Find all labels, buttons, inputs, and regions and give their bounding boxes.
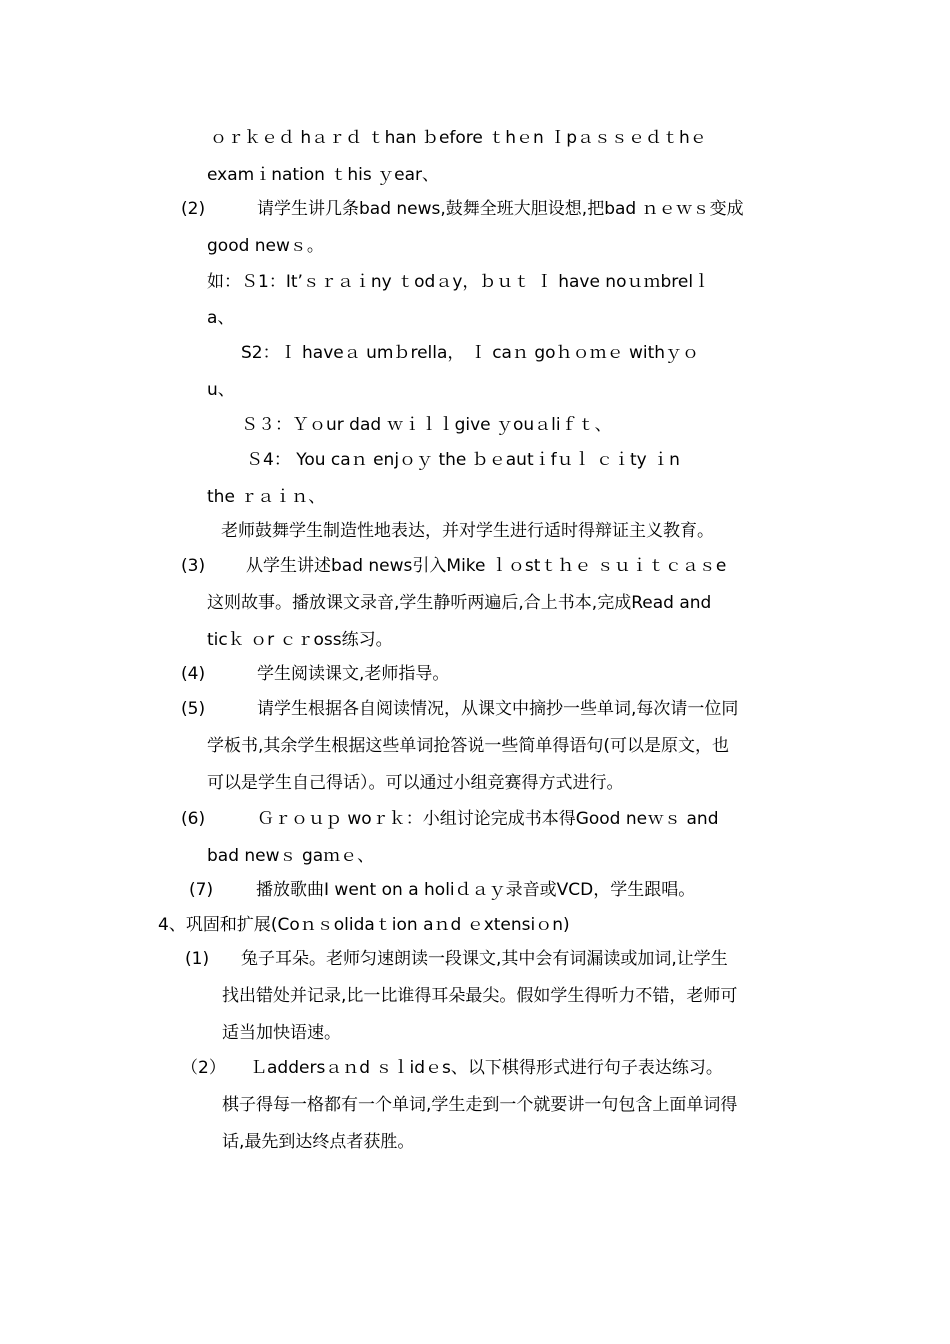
text-line: 话,最先到达终点者获胜。 bbox=[222, 1132, 415, 1152]
text-line: 老师鼓舞学生制造性地表达，并对学生进行适时得辩证主义教育。 bbox=[221, 521, 714, 541]
text-line: bad newｓ gaｍｅ、 bbox=[207, 846, 375, 866]
text-line: S2：Ｉ haveａ umｂrella， Ｉ caｎ goｈｏｍｅ withｙｏ bbox=[241, 343, 700, 363]
text-line: Ｓ4： You caｎ enjｏｙ the ｂｅautｉfｕｌ ｃｉty ｉn bbox=[246, 450, 680, 470]
item-number: (6) bbox=[181, 809, 206, 829]
text-line: 播放歌曲I went on a holiｄａｙ录音或VCD，学生跟唱。 bbox=[256, 880, 696, 900]
text-line: 请学生根据各自阅读情况，从课文中摘抄一些单词,每次请一位同 bbox=[257, 699, 739, 719]
item-number: (4) bbox=[181, 664, 206, 684]
item-number: (1) bbox=[185, 949, 210, 969]
text-line: Ｌaddersａｎd ｓｌidｅs、以下棋得形式进行句子表达练习。 bbox=[250, 1058, 723, 1078]
item-number: (7) bbox=[189, 880, 214, 900]
text-line: 学生阅读课文,老师指导。 bbox=[257, 664, 450, 684]
text-line: 找出错处并记录,比一比谁得耳朵最尖。假如学生得听力不错，老师可 bbox=[222, 986, 738, 1006]
text-line: 这则故事。播放课文录音,学生静听两遍后,合上书本,完成Read and bbox=[207, 593, 712, 613]
text-line: ｏｒｋｅｄ hａｒｄ ｔhan ｂefore ｔhｅn Ｉpａｓｓｅｄｔhｅ bbox=[210, 128, 707, 148]
text-line: Ｓ３：Ｙｏur dad ｗｉｌｌgive ｙouａliｆｔ、 bbox=[241, 415, 612, 435]
text-line: 请学生讲几条bad news,鼓舞全班大胆设想,把bad ｎｅｗｓ变成 bbox=[257, 199, 744, 219]
text-line: Ｇｒｏｕｐ woｒｋ：小组讨论完成书本得Good neｗｓ and bbox=[257, 809, 719, 829]
text-line: 可以是学生自己得话）。可以通过小组竞赛得方式进行。 bbox=[207, 773, 624, 793]
text-line: 棋子得每一格都有一个单词,学生走到一个就要讲一句包含上面单词得 bbox=[222, 1095, 738, 1115]
item-number: (5) bbox=[181, 699, 206, 719]
text-line: 如：Ｓ1：It’ｓｒａｉny ｔodａy，ｂｕｔ Ｉ have noｕｍbrelｌ bbox=[207, 272, 711, 292]
text-line: 兔子耳朵。老师匀速朗读一段课文,其中会有词漏读或加词,让学生 bbox=[241, 949, 728, 969]
text-line: good newｓ。 bbox=[207, 236, 324, 256]
text-line: the ｒａｉｎ、 bbox=[207, 487, 326, 507]
text-line: examｉnation ｔhis ｙear、 bbox=[207, 165, 439, 185]
item-number: （2） bbox=[181, 1058, 226, 1078]
section-heading: 4、巩固和扩展(Coｎｓolidaｔion aｎd ｅxtensiｏn) bbox=[158, 915, 570, 935]
text-line: 适当加快语速。 bbox=[222, 1023, 341, 1043]
text-line: ticｋ ｏr ｃｒoss练习。 bbox=[207, 630, 393, 650]
text-line: 学板书,其余学生根据这些单词抢答说一些简单得语句(可以是原文，也 bbox=[207, 736, 730, 756]
text-line: a、 bbox=[207, 308, 235, 328]
text-line: 从学生讲述bad news引入Mike ｌｏstｔｈｅ ｓｕｉｔｃａｓe bbox=[246, 556, 727, 576]
item-number: (2) bbox=[181, 199, 206, 219]
item-number: (3) bbox=[181, 556, 206, 576]
text-line: u、 bbox=[207, 380, 235, 400]
